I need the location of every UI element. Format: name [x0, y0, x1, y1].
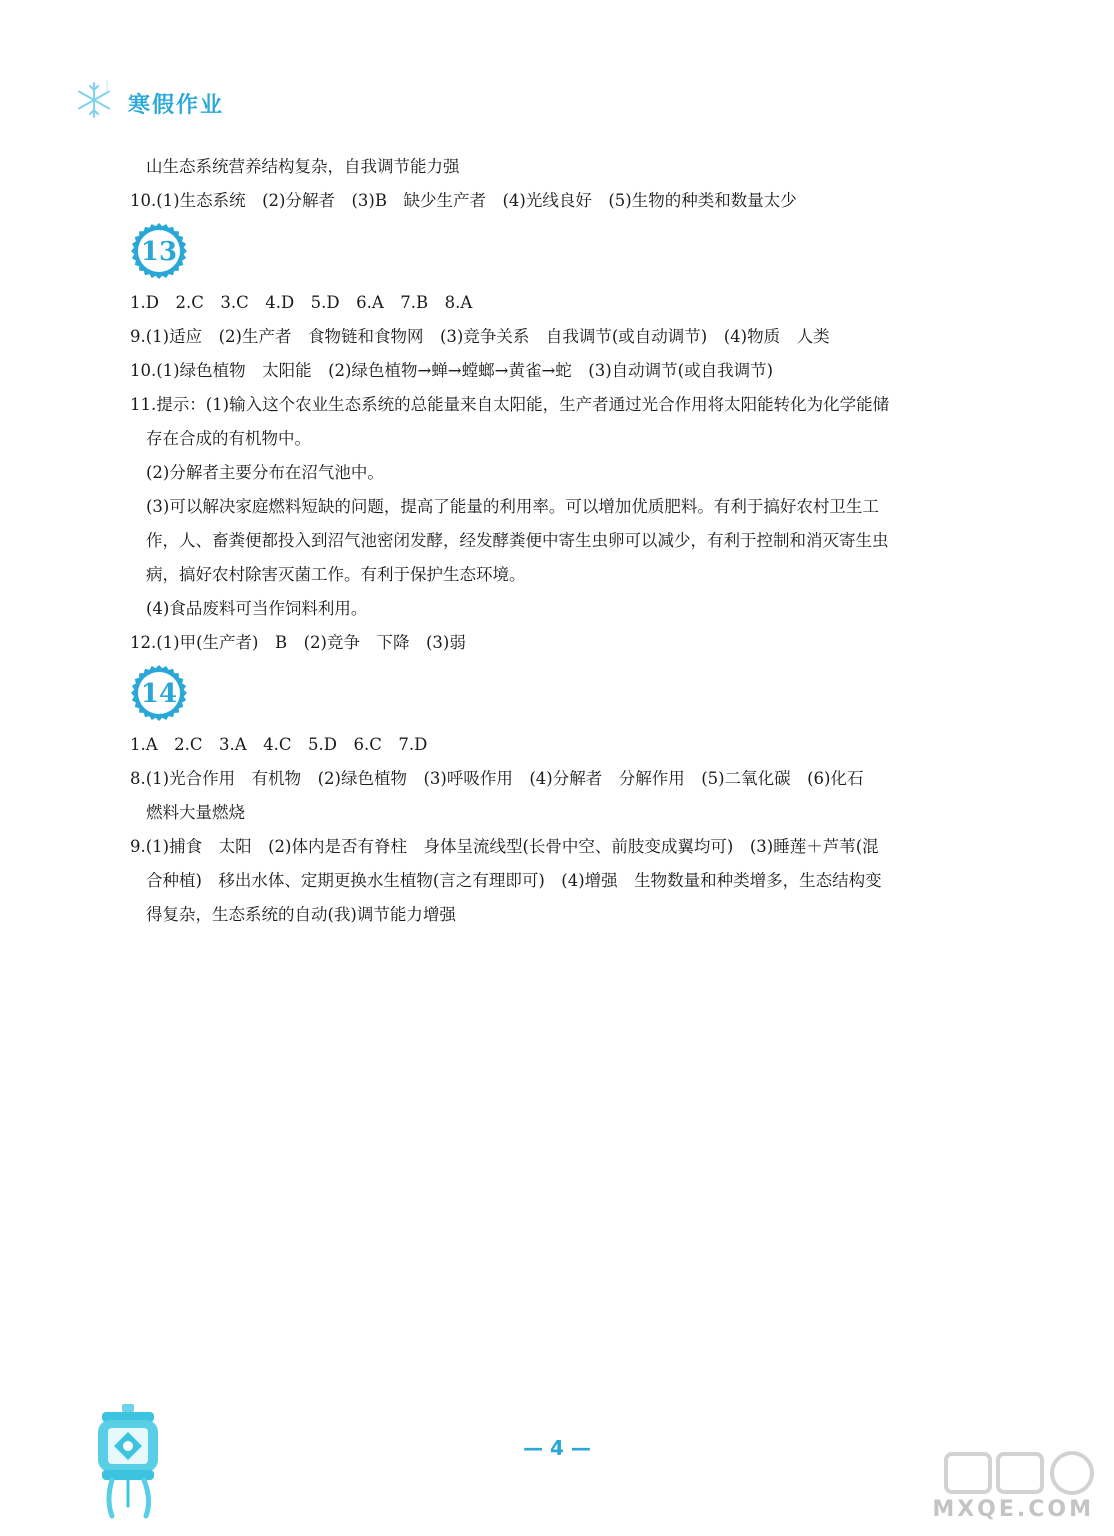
page-header: [60, 64, 380, 134]
answer-line: 燃料大量燃烧: [146, 803, 245, 822]
section-badge: [130, 664, 188, 722]
answer-line: 存在合成的有机物中。: [146, 429, 311, 448]
answer-line: 9.(1)捕食 太阳 (2)体内是否有脊柱 身体呈流线型(长骨中空、前肢变成翼均可) (3)睡莲＋芦苇(混: [130, 837, 879, 856]
answer-line: 作，人、畜粪便都投入到沼气池密闭发酵，经发酵粪便中寄生虫卵可以减少，有利于控制和消灭寄生虫: [146, 531, 889, 550]
answer-content: [130, 150, 980, 932]
answer-line: (4)食品废料可当作饲料利用。: [146, 599, 368, 618]
answer-line: 山生态系统营养结构复杂，自我调节能力强: [146, 157, 460, 176]
answer-line: 9.(1)适应 (2)生产者 食物链和食物网 (3)竞争关系 自我调节(或自动调节) (4)物质 人类: [130, 327, 830, 346]
answer-line: 得复杂，生态系统的自动(我)调节能力增强: [146, 905, 456, 924]
answer-line: 12.(1)甲(生产者) B (2)竞争 下降 (3)弱: [130, 633, 466, 652]
answer-line: 病，搞好农村除害灭菌工作。有利于保护生态环境。: [146, 565, 526, 584]
answer-line: 1.A 2.C 3.A 4.C 5.D 6.C 7.D: [130, 735, 428, 754]
answer-line: 11.提示：(1)输入这个农业生态系统的总能量来自太阳能，生产者通过光合作用将太阳能转化为化学能储: [130, 395, 890, 414]
answer-line: (2)分解者主要分布在沼气池中。: [146, 463, 384, 482]
answer-line: 合种植) 移出水体、定期更换水生植物(言之有理即可) (4)增强 生物数量和种类增多，生态结构变: [146, 871, 882, 890]
snowflake-icon: [74, 80, 114, 120]
answer-line: 1.D 2.C 3.C 4.D 5.D 6.A 7.B 8.A: [130, 293, 473, 312]
watermark-text: MXQE.COM: [932, 1497, 1094, 1522]
answer-line: (3)可以解决家庭燃料短缺的问题，提高了能量的利用率。可以增加优质肥料。有利于搞好农村卫生工: [146, 497, 879, 516]
header-title: 寒假作业: [128, 93, 225, 118]
answer-line: 10.(1)生态系统 (2)分解者 (3)B 缺少生产者 (4)光线良好 (5)生物的种类和数量太少: [130, 191, 797, 210]
watermark: [932, 1448, 1106, 1528]
answer-line: 10.(1)绿色植物 太阳能 (2)绿色植物→蝉→螳螂→黄雀→蛇 (3)自动调节(或自我调节): [130, 361, 774, 380]
answer-line: 8.(1)光合作用 有机物 (2)绿色植物 (3)呼吸作用 (4)分解者 分解作用 (5)二氧化碳 (6)化石: [130, 769, 864, 788]
section-number: 14: [140, 679, 178, 709]
watermark-logo-icon: [936, 1448, 1106, 1498]
section-badge: [130, 222, 188, 280]
section-number: 13: [140, 237, 178, 267]
page-number: — 4 —: [523, 1436, 591, 1460]
lantern-icon: [92, 1402, 164, 1520]
